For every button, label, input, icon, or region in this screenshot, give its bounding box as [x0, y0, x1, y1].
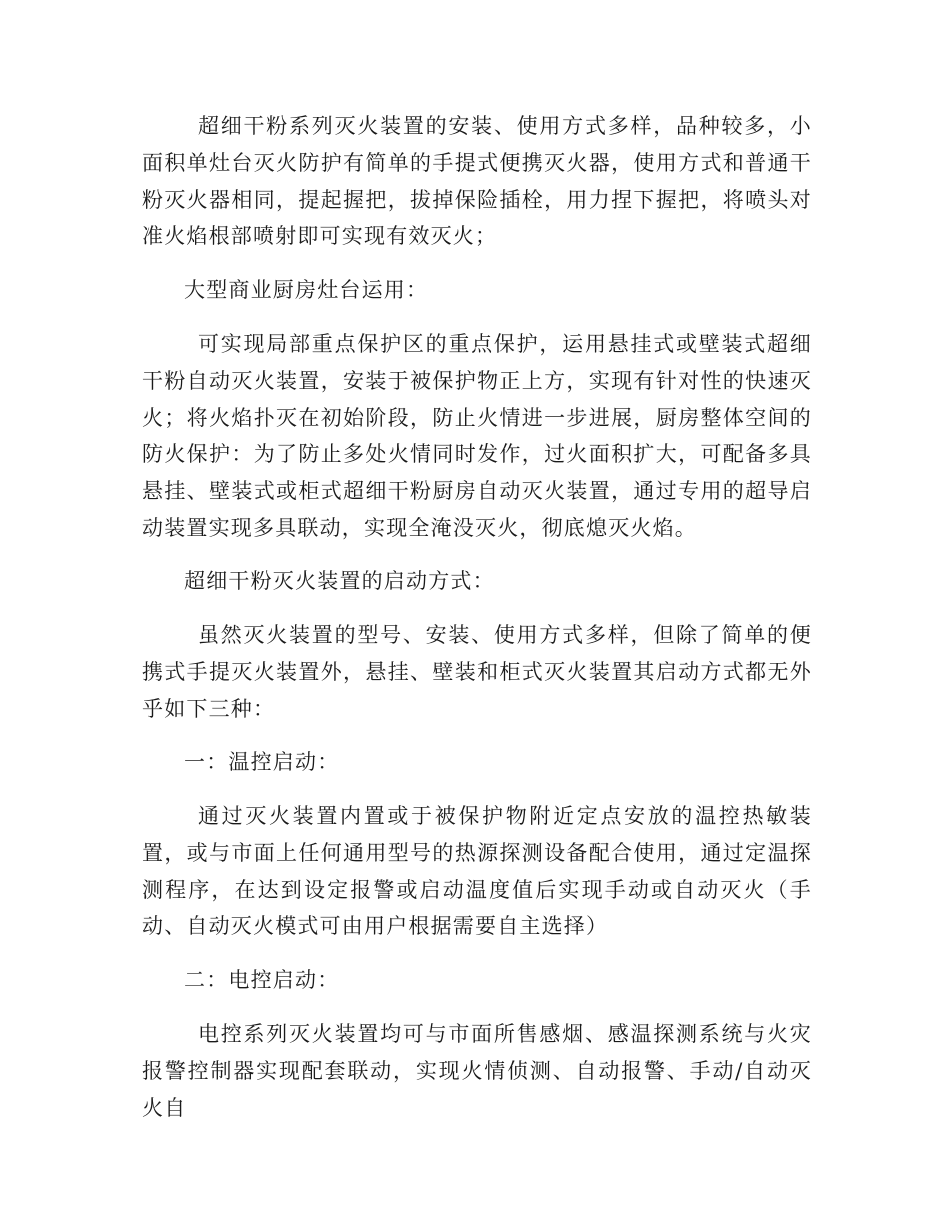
heading-commercial-kitchen: 大型商业厨房灶台运用：	[184, 278, 429, 302]
paragraph-kitchen-protection: 可实现局部重点保护区的重点保护，运用悬挂式或壁装式超细干粉自动灭火装置，安装于被保护物正上方，实现有针对性的快速灭火；将火焰扑灭在初始阶段，防止火情进一步进展，厨房整体空间的防火保护：为了防止多处火情同时发作，过火面积扩大，可配备多具悬挂、壁装式或柜式超细干粉厨房自动灭火装置，通过专用的超导启动装置实现多具联动，实现全淹没灭火，彻底熄灭火焰。	[142, 332, 812, 540]
paragraph-electric-activation: 电控系列灭火装置均可与市面所售感烟、感温探测系统与火灾报警控制器实现配套联动，实现火情侦测、自动报警、手动/自动灭火自	[142, 1022, 812, 1120]
heading-electric-activation: 二：电控启动：	[184, 968, 340, 992]
heading-temperature-activation: 一：温控启动：	[184, 750, 340, 774]
heading-activation-methods: 超细干粉灭火装置的启动方式：	[184, 569, 495, 593]
paragraph-portable-extinguisher: 超细干粉系列灭火装置的安装、使用方式多样，品种较多，小面积单灶台灭火防护有简单的手提式便携灭火器，使用方式和普通干粉灭火器相同，提起握把，拔掉保险插栓，用力捏下握把，将喷头对准火焰根部喷射即可实现有效灭火；	[142, 114, 812, 249]
paragraph-activation-overview: 虽然灭火装置的型号、安装、使用方式多样，但除了简单的便携式手提灭火装置外，悬挂、壁装和柜式灭火装置其启动方式都无外乎如下三种：	[142, 623, 812, 721]
paragraph-temperature-activation: 通过灭火装置内置或于被保护物附近定点安放的温控热敏装置，或与市面上任何通用型号的热源探测设备配合使用，通过定温探测程序，在达到设定报警或启动温度值后实现手动或自动灭火（手动、自动灭火模式可由用户根据需要自主选择）	[142, 804, 812, 939]
